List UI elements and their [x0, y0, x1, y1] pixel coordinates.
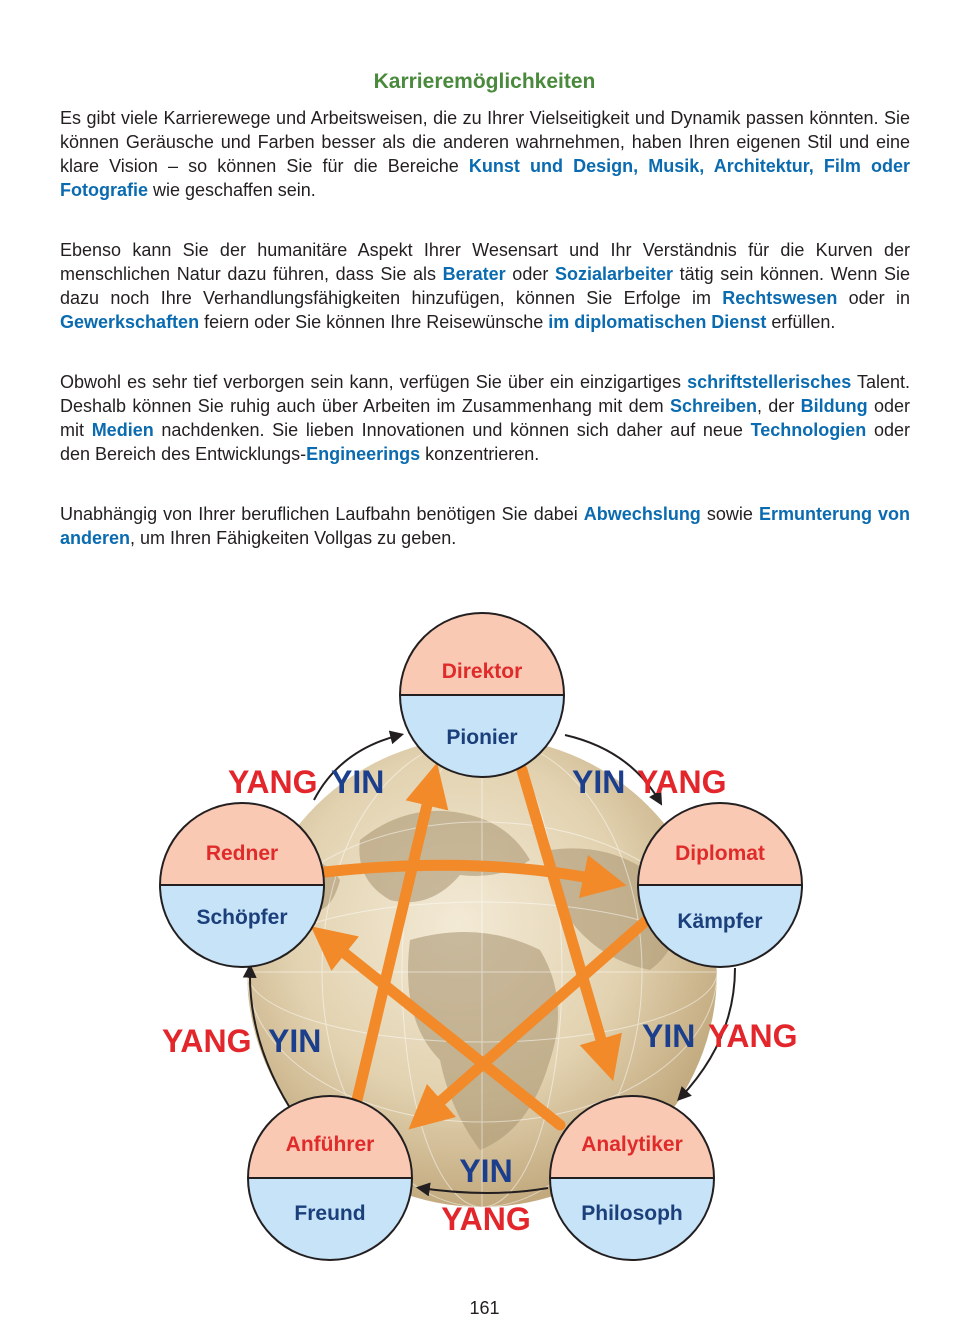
node-bottom-label: Pionier	[446, 726, 518, 749]
highlighted-term: Engineerings	[306, 444, 421, 464]
node-top-label: Redner	[205, 842, 279, 865]
text-run: Ebenso kann Sie der humanitäre Aspekt Ihrer Wesensart und Ihr Verständnis für die Kurven der menschlichen Natur dazu führen, dass Sie als	[60, 240, 910, 284]
node-top-label: Direktor	[441, 660, 523, 683]
paragraph-3	[60, 370, 910, 466]
text-run: erfüllen.	[766, 312, 836, 332]
node-redner-schoepfer	[160, 803, 324, 967]
text-run: sowie	[700, 504, 759, 524]
page-number: 161	[469, 1298, 500, 1318]
text-run: feiern oder Sie können Ihre Reisewünsche	[199, 312, 549, 332]
node-bottom-label: Schöpfer	[196, 906, 288, 929]
text-run: Obwohl es sehr tief verborgen sein kann, verfügen Sie über ein einzigartiges	[60, 372, 688, 392]
node-bottom-label: Philosoph	[581, 1202, 683, 1225]
highlighted-term: Bildung	[800, 396, 868, 416]
text-run: oder den Bereich des Entwicklungs-	[60, 420, 911, 464]
highlighted-term: im diplomatischen Dienst	[548, 312, 767, 332]
node-top-label: Diplomat	[675, 842, 765, 865]
yang-label: YANG	[441, 1201, 531, 1237]
paragraph-4	[60, 502, 910, 550]
text-run: wie geschaffen sein.	[148, 180, 316, 200]
yang-label: YANG	[637, 764, 727, 800]
yang-label: YANG	[228, 764, 318, 800]
yang-label: YANG	[162, 1023, 252, 1059]
yin-label: YIN	[572, 764, 626, 800]
highlighted-term: Technologien	[750, 420, 867, 440]
highlighted-term: Medien	[91, 420, 154, 440]
highlighted-term: Schreiben	[669, 396, 757, 416]
yin-label: YIN	[268, 1023, 322, 1059]
text-run: Es gibt viele Karrierewege und Arbeitsweisen, die zu Ihrer Vielseitigkeit und Dynamik passen könnten. Sie können Geräusche und Farben besser als die anderen wahrnehmen, haben Ihren eigenen Stil und eine klare Vision – so können Sie für die Bereiche	[60, 108, 910, 176]
text-run: , der	[756, 396, 801, 416]
text-run: nachdenken. Sie lieben Innovationen und können sich daher auf neue	[153, 420, 751, 440]
text-run: oder	[505, 264, 555, 284]
yin-label: YIN	[331, 764, 385, 800]
text-run: , um Ihren Fähigkeiten Vollgas zu geben.	[130, 528, 457, 548]
node-bottom-label: Kämpfer	[677, 910, 763, 933]
text-run: tätig sein können. Wenn Sie dazu noch Ihre Verhandlungsfähigkeiten hinzufügen, können Sie Erfolge im	[60, 264, 910, 308]
highlighted-term: Ermunterung von anderen	[60, 504, 910, 548]
paragraph-2	[60, 238, 910, 334]
yang-label: YANG	[708, 1018, 798, 1054]
node-top-label: Anführer	[285, 1133, 375, 1156]
highlighted-term: schriftstellerisches	[687, 372, 852, 392]
node-analytiker-philosoph	[550, 1096, 714, 1260]
text-run: Unabhängig von Ihrer beruflichen Laufbahn benötigen Sie dabei	[60, 504, 584, 524]
node-bottom-label: Freund	[294, 1202, 366, 1225]
page-title: Karrieremöglichkeiten	[373, 70, 596, 93]
node-diplomat-kaempfer	[638, 803, 802, 967]
node-anfuehrer-freund	[248, 1096, 412, 1260]
yin-label: YIN	[642, 1018, 696, 1054]
text-run: Talent. Deshalb können Sie ruhig auch über Arbeiten im Zusammenhang mit dem	[60, 372, 910, 416]
text-run: oder mit	[60, 396, 910, 440]
yin-yang-cycle-diagram	[150, 610, 820, 1270]
highlighted-term: Abwechslung	[583, 504, 701, 524]
text-run: konzentrieren.	[420, 444, 540, 464]
highlighted-term: Sozialarbeiter	[554, 264, 674, 284]
highlighted-term: Kunst und Design, Musik, Architektur, Film oder Fotografie	[60, 156, 910, 200]
node-top-label: Analytiker	[581, 1133, 683, 1156]
highlighted-term: Rechtswesen	[722, 288, 838, 308]
highlighted-term: Gewerkschaften	[60, 312, 200, 332]
text-run: oder in	[837, 288, 910, 308]
node-direktor-pionier	[400, 613, 564, 777]
highlighted-term: Berater	[442, 264, 506, 284]
yin-label: YIN	[459, 1153, 513, 1189]
paragraph-1	[60, 106, 910, 202]
